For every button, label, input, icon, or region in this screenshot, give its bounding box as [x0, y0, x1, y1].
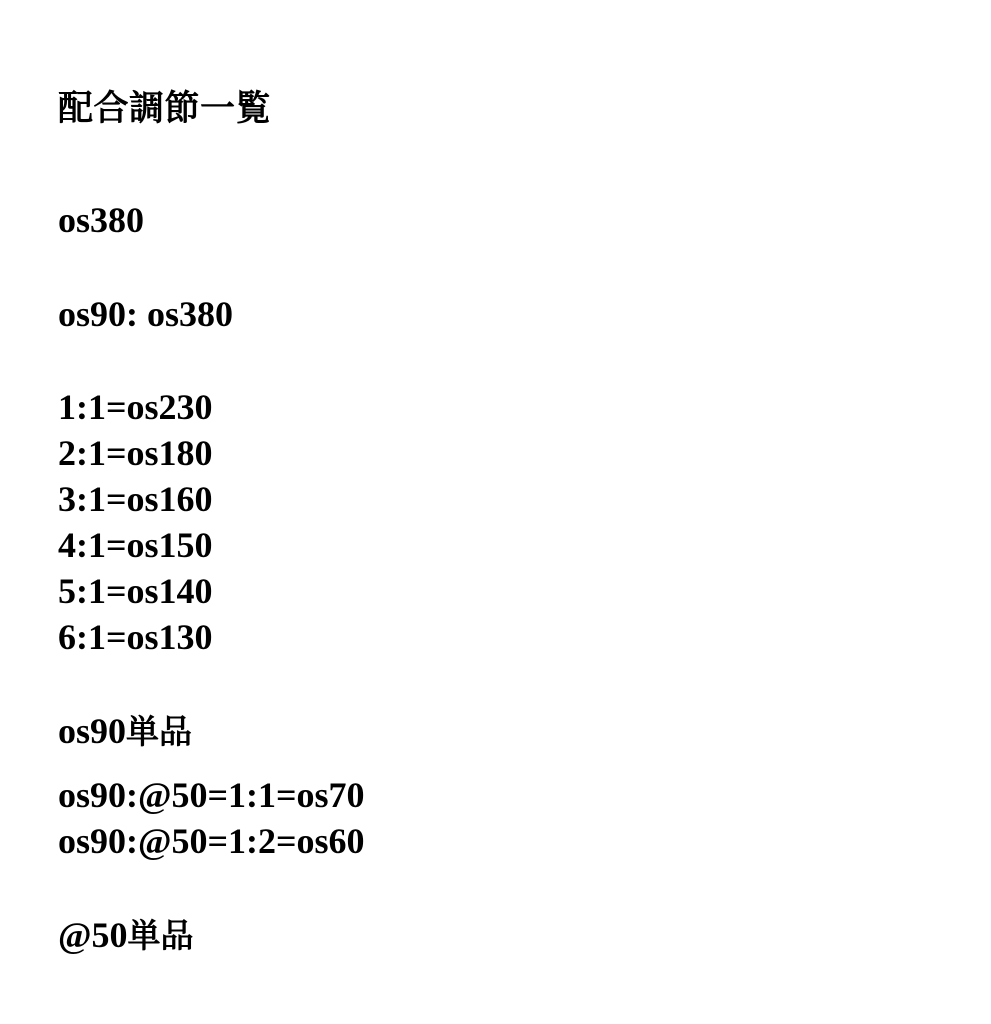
- ratio-line: 4:1=os150: [58, 525, 213, 565]
- ratio-line: 3:1=os160: [58, 479, 213, 519]
- section-heading-os380: os380: [58, 200, 145, 240]
- ratio-line: 5:1=os140: [58, 571, 213, 611]
- section-heading-prefix: @50: [58, 915, 128, 955]
- ratio-line: 2:1=os180: [58, 433, 213, 473]
- mix-line: os90:@50=1:2=os60: [58, 821, 365, 861]
- ratio-line: 6:1=os130: [58, 617, 213, 657]
- page-title: 配合調節一覧: [58, 89, 272, 129]
- section-heading-prefix: os90: [58, 711, 127, 751]
- section-heading-os90-single: [58, 713, 192, 749]
- section-heading-os90-os380: os90: os380: [58, 294, 234, 334]
- ratio-line: 1:1=os230: [58, 387, 213, 427]
- section-heading-at50-single: [58, 917, 194, 953]
- mix-line: os90:@50=1:1=os70: [58, 775, 365, 815]
- section-heading-suffix: 単品: [126, 712, 193, 751]
- section-heading-suffix: 単品: [127, 916, 194, 955]
